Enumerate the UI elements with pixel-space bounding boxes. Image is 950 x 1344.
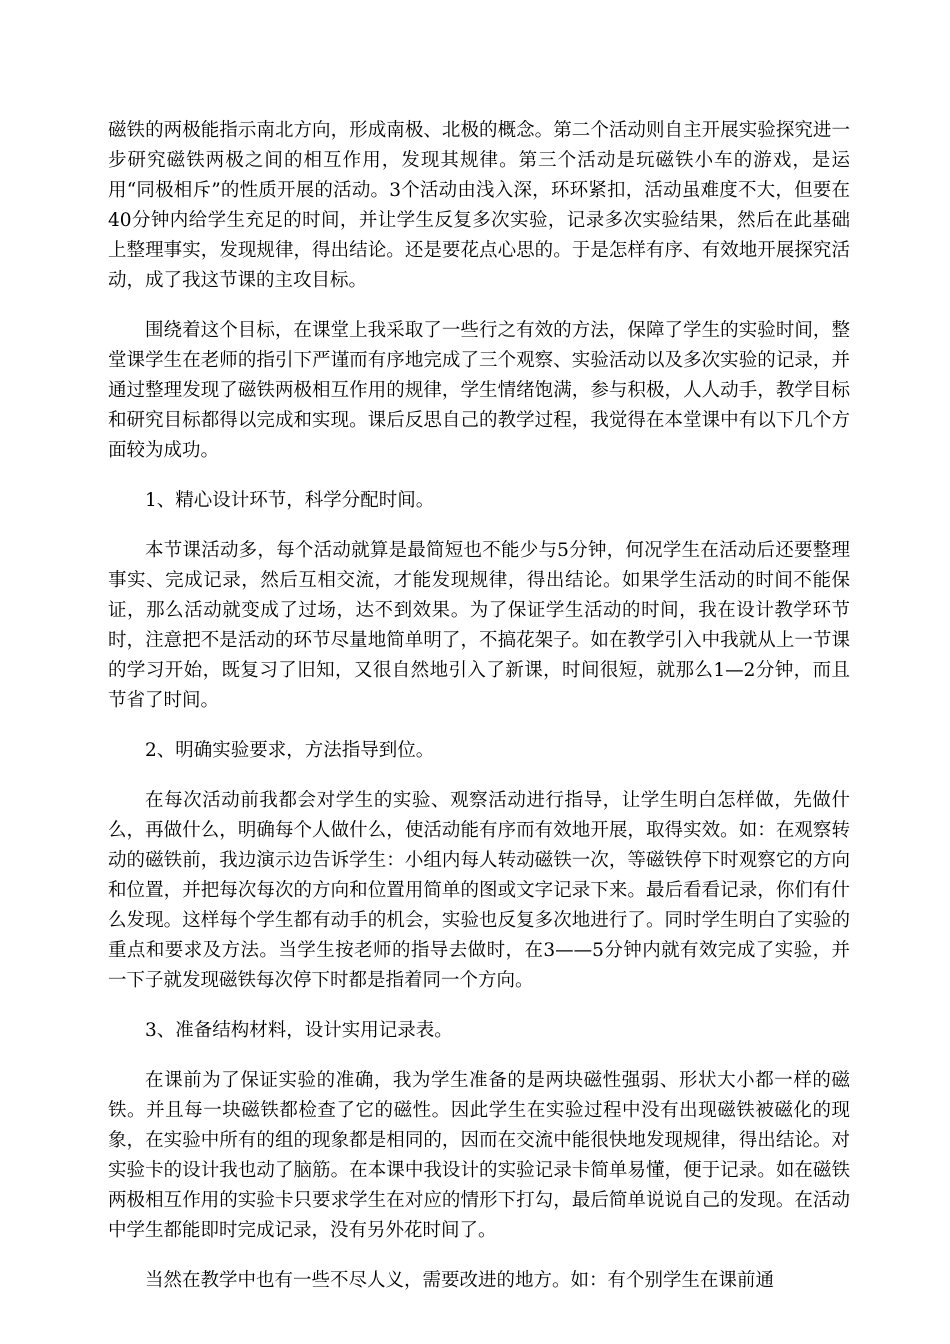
paragraph-guidance: 在每次活动前我都会对学生的实验、观察活动进行指导，让学生明白怎样做，先做什么，再做什么，明确每个人做什么，使活动能有序而有效地开展，取得实效。如：在观察转动的磁铁前，我边演示边告诉学生：小组内每人转动磁铁一次，等磁铁停下时观察它的方向和位置，并把每次每次的方向和位置用简单的图或文字记录下来。最后看看记录，你们有什么发现。这样每个学生都有动手的机会，实验也反复多次地进行了。同时学生明白了实验的重点和要求及方法。当学生按老师的指导去做时，在3——5分钟内就有效完成了实验，并一下子就发现磁铁每次停下时都是指着同一个方向。 [108,790,850,991]
document-page [108,116,850,1316]
paragraph-time: 本节课活动多，每个活动就算是最简短也不能少与5分钟，何况学生在活动后还要整理事实、完成记录，然后互相交流，才能发现规律，得出结论。如果学生活动的时间不能保证，那么活动就变成了过场，达不到效果。为了保证学生活动的时间，我在设计教学环节时，注意把不是活动的环节尽量地简单明了，不搞花架子。如在教学引入中我就从上一节课的学习开始，既复习了旧知，又很自然地引入了新课，时间很短，就那么1—2分钟，而且节省了时间。 [108,540,850,711]
section-heading-3: 3、准备结构材料，设计实用记录表。 [145,1020,453,1041]
section-heading-2: 2、明确实验要求，方法指导到位。 [145,740,435,761]
paragraph-continuation: 磁铁的两极能指示南北方向，形成南极、北极的概念。第二个活动则自主开展实验探究进一步研究磁铁两极之间的相互作用，发现其规律。第三个活动是玩磁铁小车的游戏，是运用“同极相斥”的性质开展的活动。3个活动由浅入深，环环紧扣，活动虽难度不大，但要在40分钟内给学生充足的时间，并让学生反复多次实验，记录多次实验结果，然后在此基础上整理事实，发现规律，得出结论。还是要花点心思的。于是怎样有序、有效地开展探究活动，成了我这节课的主攻目标。 [108,120,850,291]
paragraph-goal: 围绕着这个目标，在课堂上我采取了一些行之有效的方法，保障了学生的实验时间，整堂课学生在老师的指引下严谨而有序地完成了三个观察、实验活动以及多次实验的记录，并通过整理发现了磁铁两极相互作用的规律，学生情绪饱满，参与积极，人人动手，教学目标和研究目标都得以完成和实现。课后反思自己的教学过程，我觉得在本堂课中有以下几个方面较为成功。 [108,320,850,461]
paragraph-improvement: 当然在教学中也有一些不尽人义，需要改进的地方。如：有个别学生在课前通 [145,1270,775,1291]
paragraph-materials: 在课前为了保证实验的准确，我为学生准备的是两块磁性强弱、形状大小都一样的磁铁。并且每一块磁铁都检查了它的磁性。因此学生在实验过程中没有出现磁铁被磁化的现象，在实验中所有的组的现象都是相同的，因而在交流中能很快地发现规律，得出结论。对实验卡的设计我也动了脑筋。在本课中我设计的实验记录卡简单易懂，便于记录。如在磁铁两极相互作用的实验卡只要求学生在对应的情形下打勾，最后简单说说自己的发现。在活动中学生都能即时完成记录，没有另外花时间了。 [108,1070,850,1241]
section-heading-1: 1、精心设计环节，科学分配时间。 [145,490,435,511]
